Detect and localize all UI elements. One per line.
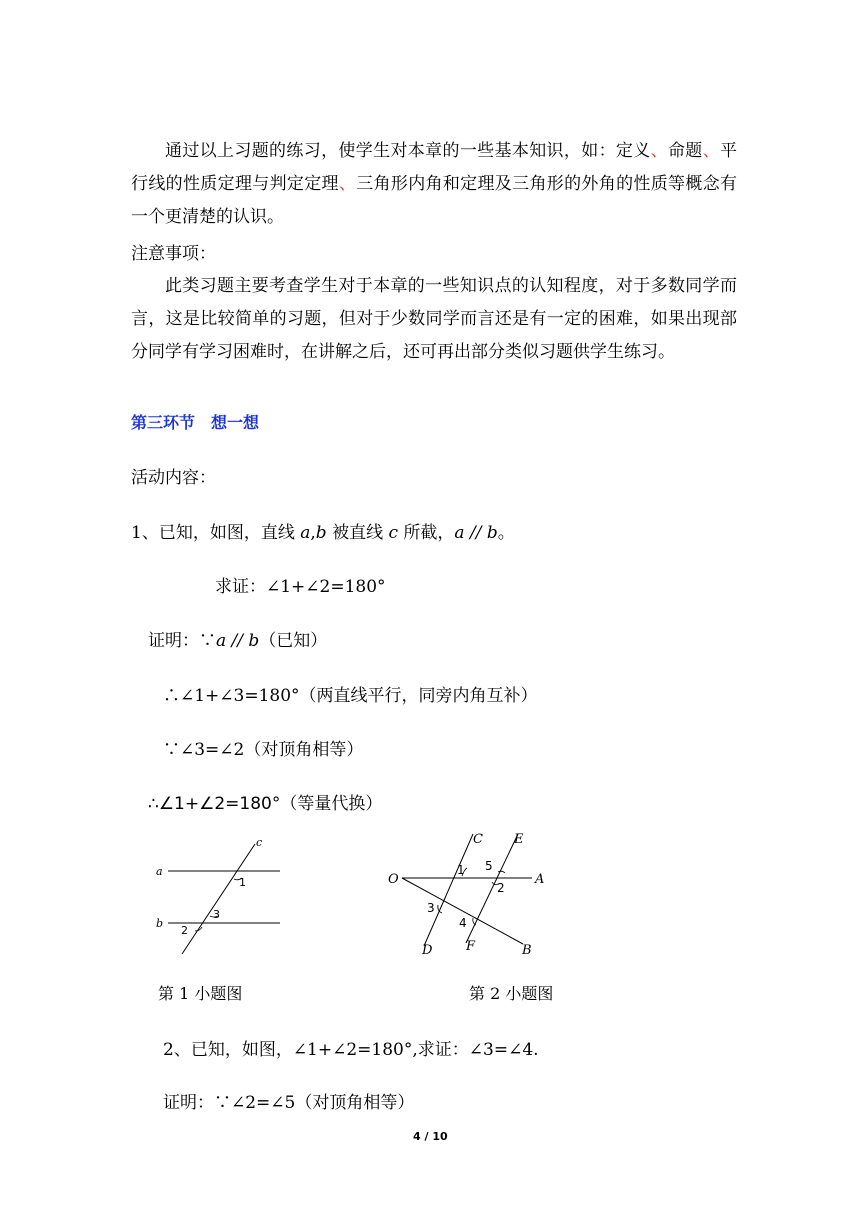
label-o: O [388,872,399,887]
label-angle-1: 1 [457,863,465,877]
label-e: E [514,832,524,847]
var-b: b [315,523,327,543]
problem-1-text: 所截， [398,523,455,543]
proof-prefix: 证明：∵ [148,631,216,651]
intro-text-3: 平行线的性质定理与判定定理 [131,141,737,194]
intro-text-2: 命题 [667,141,703,161]
label-angle-1: 1 [239,876,246,889]
label-c: c [256,836,263,849]
label-b: B [522,943,532,958]
proof-1-line-2: ∴∠1+∠3=180°（两直线平行，同旁内角互补） [163,686,538,706]
activity-label: 活动内容： [131,468,216,488]
intro-paragraph [131,135,737,234]
problem-1-text: 被直线 [326,523,389,543]
section-heading: 第三环节 想一想 [131,413,260,432]
proof-1-line-1 [148,626,327,651]
label-f: F [466,939,476,954]
proof-reason: （等量代换） [280,794,383,814]
notes-label: 注意事项： [131,244,216,264]
label-a: A [535,872,545,887]
parallel-expr: a // b [454,523,498,543]
figure-1-diagram [150,832,290,962]
label-d: D [422,943,433,958]
line-c [182,844,255,954]
label-angle-2: 2 [181,924,188,937]
intro-text-4: 三角形内角和定理及三角形的外角的性质等概念有一个更清楚的认识。 [131,174,738,227]
label-angle-2: 2 [497,881,505,895]
label-c: C [473,832,483,847]
proof-2-line-1: 证明：∵∠2=∠5（对顶角相等） [163,1093,415,1113]
var-a: a [300,523,311,543]
comma: , [310,523,316,543]
proof-reason: （已知） [259,631,328,651]
proof-1-line-3: ∵∠3=∠2（对顶角相等） [163,740,364,760]
label-angle-3: 3 [213,908,220,921]
label-b: b [156,917,164,930]
figure-2-caption: 第 2 小题图 [469,984,554,1003]
problem-1-text: 1、已知，如图，直线 [131,523,301,543]
problem-1-statement [131,518,515,543]
parallel-expr: a // b [216,631,260,651]
proof-1-line-4 [148,789,382,814]
line-ob [402,878,523,944]
separator-mark: 、 [650,141,668,161]
separator-mark: 、 [702,141,720,161]
figure-2-diagram [380,826,560,961]
var-c: c [388,523,399,543]
page-number: 4 / 10 [413,1130,448,1143]
label-angle-3: 3 [427,901,435,915]
label-angle-5: 5 [485,859,493,873]
prove-statement-1: 求证：∠1+∠2=180° [215,577,386,597]
proof-expression: ∴∠1+∠2=180° [148,794,281,814]
problem-2-statement: 2、已知，如图，∠1+∠2=180°,求证：∠3=∠4. [163,1040,539,1060]
problem-1-text: 。 [497,523,515,543]
separator-mark: 、 [338,174,357,194]
label-a: a [156,865,163,878]
label-angle-4: 4 [459,916,467,930]
notes-paragraph: 此类习题主要考查学生对于本章的一些知识点的认知程度，对于多数同学而言，这是比较简单的习题，但对于少数同学而言还是有一定的困难，如果出现部分同学有学习困难时，在讲解之后，还可再出部分类似习题供学生练习。 [131,276,737,362]
intro-text-1: 通过以上习题的练习，使学生对本章的一些基本知识，如：定义 [165,141,651,161]
figure-1-caption: 第 1 小题图 [158,984,243,1003]
